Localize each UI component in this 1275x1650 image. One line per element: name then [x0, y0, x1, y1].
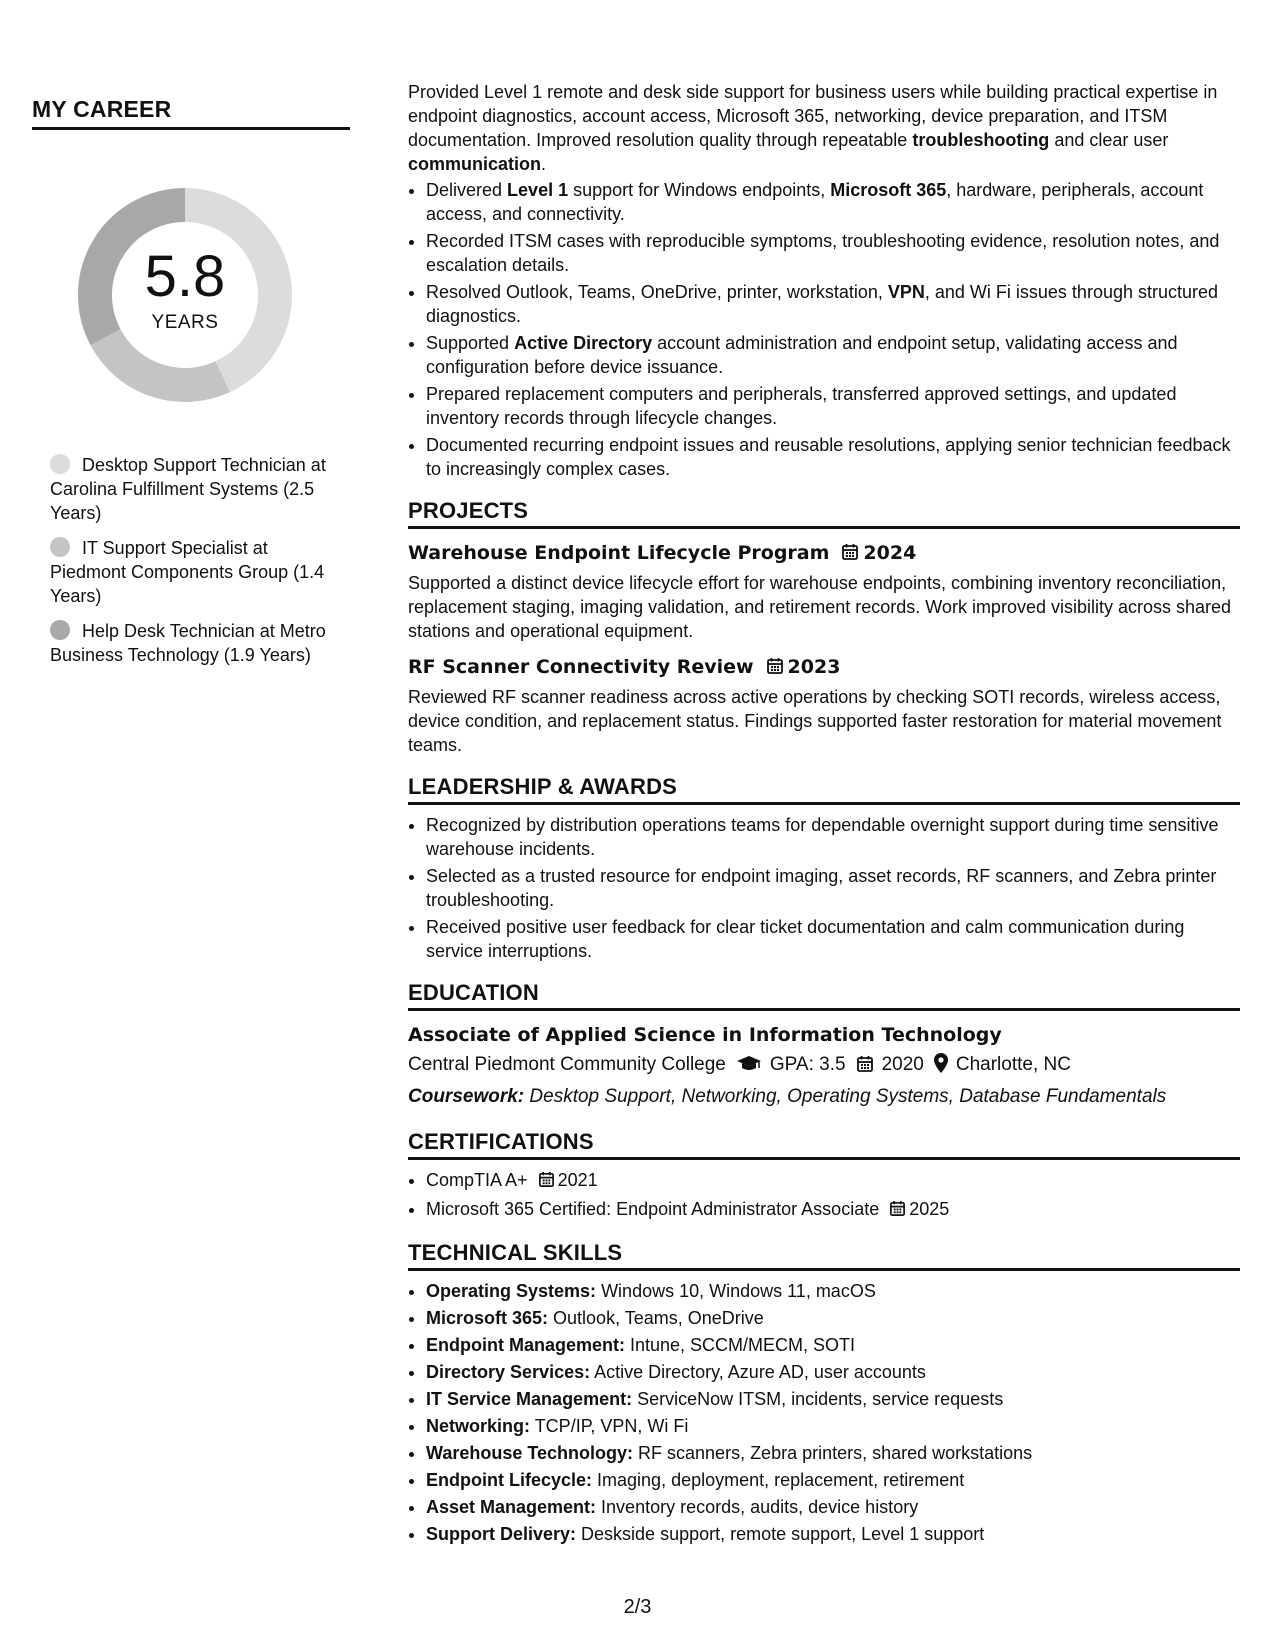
list-item: • Warehouse Technology: RF scanners, Zebra printers, shared workstations [426, 1441, 1240, 1465]
career-legend-item [50, 619, 330, 667]
cert-name: CompTIA A+ [426, 1170, 528, 1190]
project-name: RF Scanner Connectivity Review [408, 656, 754, 678]
skills-heading: TECHNICAL SKILLS [408, 1241, 1240, 1271]
list-item: • Recognized by distribution operations teams for dependable overnight support during time sensitive warehouse incidents. [426, 813, 1240, 861]
career-role-label: Desktop Support Technician at Carolina Fulfillment Systems (2.5 Years) [50, 455, 326, 523]
list-item: • Support Delivery: Deskside support, remote support, Level 1 support [426, 1522, 1240, 1546]
experience-bullets [408, 178, 1240, 481]
legend-dot-icon [50, 454, 70, 474]
list-item: • Resolved Outlook, Teams, OneDrive, printer, workstation, VPN, and Wi Fi issues through structured diagnostics. [426, 280, 1240, 328]
list-item: • Prepared replacement computers and peripherals, transferred approved settings, and updated inventory records through lifecycle changes. [426, 382, 1240, 430]
leadership-list [408, 813, 1240, 963]
list-item: • Documented recurring endpoint issues and reusable resolutions, applying senior technician feedback to increasingly complex cases. [426, 433, 1240, 481]
coursework [408, 1082, 1240, 1112]
cert-year: 2021 [557, 1170, 598, 1190]
career-sidebar [32, 96, 350, 678]
list-item: • Delivered Level 1 support for Windows endpoints, Microsoft 365, hardware, peripherals, account access, and connectivity. [426, 178, 1240, 226]
list-item: • Endpoint Lifecycle: Imaging, deployment, replacement, retirement [426, 1468, 1240, 1492]
certifications-heading: CERTIFICATIONS [408, 1130, 1240, 1160]
list-item: • Recorded ITSM cases with reproducible symptoms, troubleshooting evidence, resolution notes, and escalation details. [426, 229, 1240, 277]
list-item: • Asset Management: Inventory records, audits, device history [426, 1495, 1240, 1519]
career-legend-item [50, 453, 330, 525]
list-item [426, 1197, 1240, 1223]
total-years-value: 5.8 [144, 244, 226, 309]
calendar-icon [889, 1199, 906, 1223]
cert-name: Microsoft 365 Certified: Endpoint Administrator Associate [426, 1199, 880, 1219]
cert-year: 2025 [909, 1199, 950, 1219]
experience-summary: Provided Level 1 remote and desk side support for business users while building practical expertise in endpoint diagnostics, account access, Microsoft 365, networking, device preparation, and ITSM documentation. Improved resolution quality through repeatable troubleshooting and clear user communication. [408, 82, 1218, 174]
project-year: 2024 [863, 542, 917, 564]
coursework-label: Coursework: [408, 1086, 525, 1107]
coursework-list: Desktop Support, Networking, Operating Systems, Database Fundamentals [524, 1086, 1167, 1107]
list-item: • Received positive user feedback for clear ticket documentation and calm communication during service interruptions. [426, 915, 1240, 963]
projects-heading: PROJECTS [408, 499, 1240, 529]
list-item [426, 1168, 1240, 1194]
graduation-year: 2020 [881, 1054, 924, 1075]
certifications-list [408, 1168, 1240, 1223]
career-heading: MY CAREER [32, 96, 350, 130]
main-content [408, 80, 1240, 1549]
project-description: Supported a distinct device lifecycle effort for warehouse endpoints, combining inventory reconciliation, replacement staging, imaging validation, and retirement records. Work improved visibility across shared stations and operational equipment. [408, 573, 1232, 641]
career-legend [50, 453, 330, 667]
school-name: Central Piedmont Community College [408, 1054, 726, 1075]
degree-title: Associate of Applied Science in Information Technology [408, 1024, 1002, 1046]
calendar-icon [841, 543, 859, 567]
legend-dot-icon [50, 537, 70, 557]
calendar-icon [766, 657, 784, 681]
education-meta [408, 1051, 1240, 1082]
list-item: • Selected as a trusted resource for endpoint imaging, asset records, RF scanners, and Zebra printer troubleshooting. [426, 864, 1240, 912]
career-legend-item [50, 536, 330, 608]
project-description: Reviewed RF scanner readiness across active operations by checking SOTI records, wireless access, device condition, and replacement status. Findings supported faster restoration for material movement teams. [408, 687, 1222, 755]
calendar-icon [856, 1054, 874, 1082]
list-item: • Operating Systems: Windows 10, Windows 11, macOS [426, 1279, 1240, 1303]
education-heading: EDUCATION [408, 981, 1240, 1011]
list-item: • Microsoft 365: Outlook, Teams, OneDrive [426, 1306, 1240, 1330]
skills-list [408, 1279, 1240, 1546]
list-item: • Directory Services: Active Directory, Azure AD, user accounts [426, 1360, 1240, 1384]
project-entry [408, 541, 1240, 643]
location-pin-icon [934, 1053, 948, 1082]
legend-dot-icon [50, 620, 70, 640]
career-donut-chart [65, 175, 305, 415]
list-item: • Supported Active Directory account administration and endpoint setup, validating access and configuration before device issuance. [426, 331, 1240, 379]
school-location: Charlotte, NC [955, 1054, 1071, 1075]
total-years-label: YEARS [151, 312, 219, 333]
project-name: Warehouse Endpoint Lifecycle Program [408, 542, 830, 564]
gpa: GPA: 3.5 [769, 1054, 846, 1075]
list-item: • Networking: TCP/IP, VPN, Wi Fi [426, 1414, 1240, 1438]
project-entry [408, 655, 1240, 757]
list-item: • IT Service Management: ServiceNow ITSM, incidents, service requests [426, 1387, 1240, 1411]
calendar-icon [538, 1170, 555, 1194]
graduation-cap-icon [736, 1054, 762, 1082]
career-role-label: IT Support Specialist at Piedmont Components Group (1.4 Years) [50, 538, 325, 606]
project-year: 2023 [787, 656, 841, 678]
page-number: 2/3 [623, 1596, 652, 1618]
career-role-label: Help Desk Technician at Metro Business Technology (1.9 Years) [50, 621, 326, 665]
list-item: • Endpoint Management: Intune, SCCM/MECM, SOTI [426, 1333, 1240, 1357]
leadership-heading: LEADERSHIP & AWARDS [408, 775, 1240, 805]
